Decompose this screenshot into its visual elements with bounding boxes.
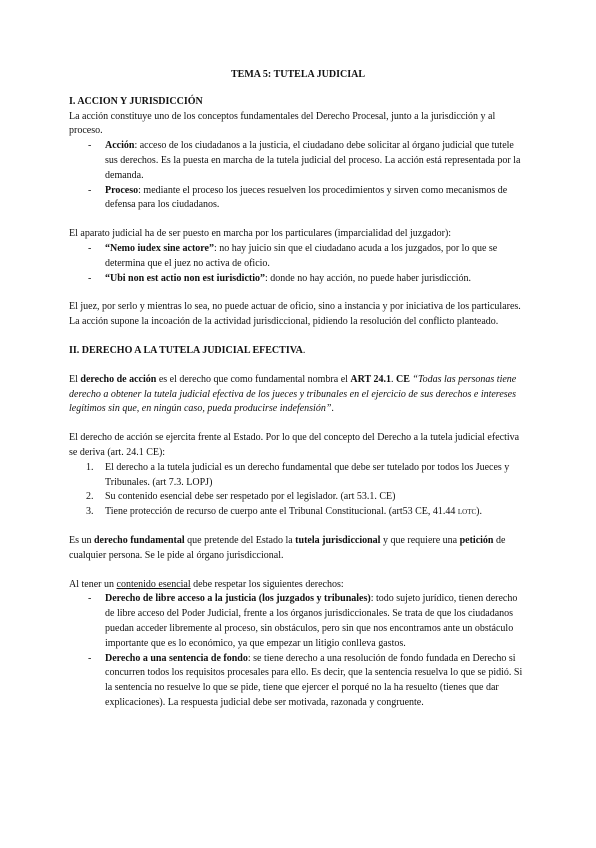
text-run: de cualquier persona. Se le pide al órgano jurisdiccional. [69,534,506,561]
article-reference: ART 24.1 [350,373,391,385]
text-run: . [391,373,396,385]
right-text: : todo sujeto jurídico, tienen derecho de libre acceso del Poder Judicial, frente a los órganos jurisdiccionales. Se trata de que los ciudadanos puedan acceder libremente al proceso, sin obstáculos, pero sin que nos encontramos ante un obstáculo importante que es lo económico, ya que empezar un litigio conlleva gastos. [105,593,518,649]
list-item-proceso [69,184,527,214]
bullet-marker: - [88,184,92,196]
text-run: . [331,403,334,415]
article-quote: “Todas las personas tiene derecho a obtener la tutela judicial efectiva de los jueces y tribunales en el ejercicio de sus derechos e intereses legítimos sin que, en ningún caso, pueda producirse indefensión” [69,373,517,415]
item-text: Tiene protección de recurso de cuerpo ante el Tribunal Constitucional. (art53 CE, 41.44 [105,506,458,518]
text-run: es el derecho que como fundamental nombra el [156,373,351,385]
lotc-abbreviation: LOTC [457,508,477,517]
term-ubi-non-est: “Ubi non est actio non est iurisdictio” [105,272,266,284]
numbered-item [69,490,527,505]
term-contenido-esencial: contenido esencial [116,578,191,590]
bullet-marker: - [88,242,92,254]
list-item-accion [69,139,527,183]
numbered-item [69,505,527,520]
numbered-list-derivations [69,461,527,520]
document-body [69,68,527,711]
heading-text: II. DERECHO A LA TUTELA JUDICIAL EFECTIVA [69,344,303,356]
item-text: El derecho a la tutela judicial es un derecho fundamental que debe ser tutelado por todos los Jueces y Tribunales. (art 7.3. LOPJ) [105,461,510,488]
term-derecho-accion: derecho de acción [80,373,157,385]
list-item-sentencia-fondo [69,652,527,711]
term-accion: Acción [105,140,135,152]
text-run: El [69,373,81,385]
heading-dot: . [302,344,306,356]
term-proceso: Proceso [105,184,139,196]
item-text: Su contenido esencial debe ser respetado por el legislador. (art 53.1. CE) [105,491,396,503]
list-item-libre-acceso [69,592,527,651]
paragraph-juez: El juez, por serlo y mientras lo sea, no puede actuar de oficio, sino a instancia y por iniciativa de los particulares. La acción supone la incoación de la actividad jurisdiccional, pidiendo la resolución del conflicto planteado. [69,301,521,328]
paragraph-derecho-accion [69,373,527,417]
section-heading-accion-jurisdiccion: I. ACCION Y JURISDICCIÓN [69,95,203,107]
text-run: que pretende del Estado la [184,534,296,546]
term-sentencia-fondo: Derecho a una sentencia de fondo [105,652,248,664]
list-item-nemo-iudex [69,242,527,272]
text-run: Al tener un [69,578,117,590]
number-marker: 1. [86,461,94,473]
bullet-marker: - [88,593,92,605]
numbered-item [69,461,527,491]
text-run: y que requiere una [380,534,460,546]
bullet-marker: - [88,652,92,664]
definition-text: : acceso de los ciudadanos a la justicia, el ciudadano debe solicitar al órgano judicial que tutele sus derechos. Es la puesta en marcha de la tutela judicial del proceso. La acción está representada por la demanda. [105,140,521,181]
item-text-end: ). [476,506,483,518]
paragraph-derecho-fundamental [69,534,527,564]
text-run: debe respetar los siguientes derechos: [190,578,344,590]
maxim-text: : donde no hay acción, no puede haber jurisdicción. [265,272,472,284]
maxim-text: : no hay juicio sin que el ciudadano acuda a los juzgados, por lo que se determina que el juez no activa de oficio. [105,242,498,269]
list-maxims [69,242,527,286]
term-tutela-jurisdiccional: tutela jurisdiccional [295,534,381,546]
paragraph-ejercicio-estado: El derecho de acción se ejercita frente al Estado. Por lo que del concepto del Derecho a la tutela judicial efectiva se deriva (art. 24.1 CE): [69,432,520,458]
document-title: TEMA 5: TUTELA JUDICIAL [230,69,365,80]
term-derecho-fundamental: derecho fundamental [94,534,185,546]
term-nemo-iudex: “Nemo iudex sine actore” [105,242,214,254]
paragraph-intro: La acción constituye uno de los conceptos fundamentales del Derecho Procesal, junto a la jurisdicción y al proceso. [69,110,496,137]
paragraph-aparato-judicial: El aparato judicial ha de ser puesto en marcha por los particulares (imparcialidad del juzgador): [69,228,452,240]
right-text: : se tiene derecho a una resolución de fondo fundada en Derecho si concurren todos los requisitos procesales para ello. Es decir, que la sentencia resuelva lo que se pidió. Si la sentencia no resuelve lo que se pide, tiene que ejercer el porqué no la ha resuelto (tienes que dar explicaciones). La respuesta judicial debe ser motivada, razonada y congruente. [105,652,523,708]
bullet-marker: - [88,140,92,152]
list-definitions [69,139,527,213]
definition-text: : mediante el proceso los jueces resuelven los procedimientos y sirven como mecanismos de defensa para los ciudadanos. [105,184,508,211]
bullet-marker: - [88,272,92,284]
paragraph-contenido-esencial [69,578,527,593]
term-peticion: petición [459,534,494,546]
list-rights [69,592,527,710]
text-run: Es un [69,534,94,546]
section-heading-tutela-judicial [69,344,527,359]
term-libre-acceso: Derecho de libre acceso a la justicia (los juzgados y tribunales) [105,593,371,605]
number-marker: 2. [86,491,94,503]
number-marker: 3. [86,506,94,518]
list-item-ubi-non-est [69,272,527,287]
constitution-reference: CE [396,373,410,385]
